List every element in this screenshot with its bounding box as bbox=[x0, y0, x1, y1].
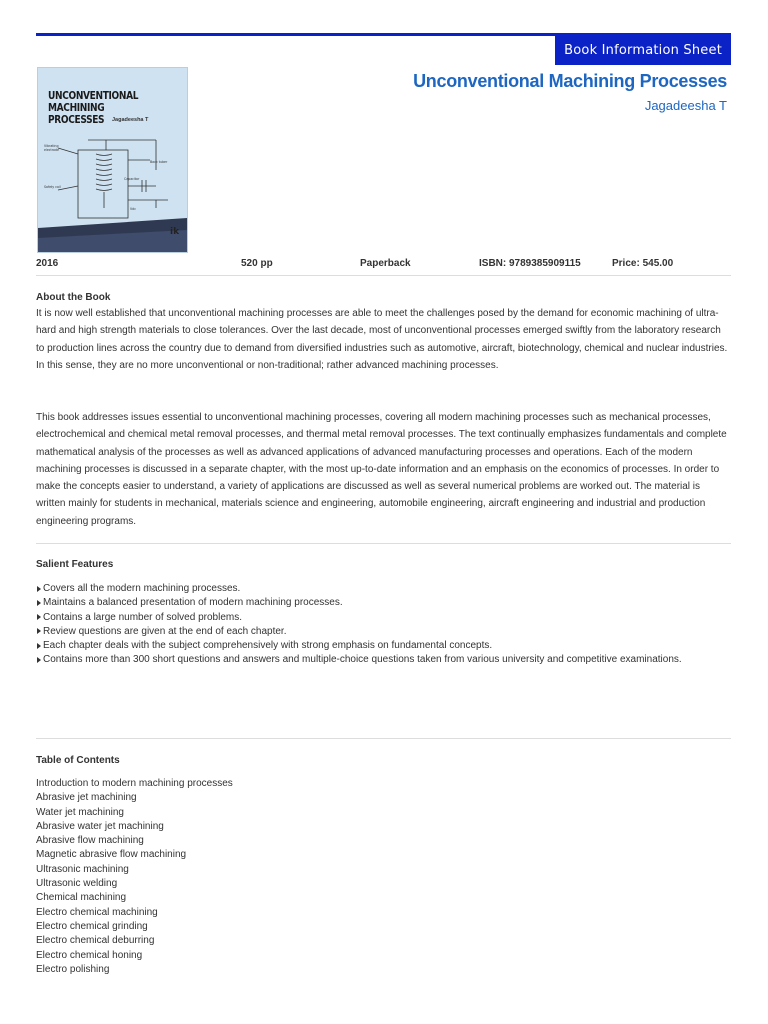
toc-item: Abrasive flow machining bbox=[36, 835, 144, 847]
toc-item: Electro chemical deburring bbox=[36, 935, 155, 947]
page-count: 520 pp bbox=[241, 258, 273, 269]
toc-item: Magnetic abrasive flow machining bbox=[36, 849, 187, 861]
features-heading: Salient Features bbox=[36, 559, 114, 570]
svg-text:Vdc: Vdc bbox=[130, 207, 136, 211]
book-author: Jagadeesha T bbox=[644, 98, 727, 113]
toc-item: Chemical machining bbox=[36, 892, 127, 904]
cover-title: UNCONVENTIONAL MACHINING PROCESSES bbox=[48, 90, 139, 126]
about-heading: About the Book bbox=[36, 292, 111, 303]
svg-text:Capacitor: Capacitor bbox=[124, 177, 140, 181]
toc-item: Electro chemical honing bbox=[36, 949, 143, 961]
bullet-arrow-icon bbox=[37, 614, 41, 620]
section-divider bbox=[36, 543, 731, 544]
price: Price: 545.00 bbox=[612, 258, 674, 269]
list-item: Each chapter deals with the subject comprehensively with strong emphasis on fundamental concepts. bbox=[36, 639, 731, 653]
svg-text:Back tuber: Back tuber bbox=[150, 160, 168, 164]
bullet-arrow-icon bbox=[37, 657, 41, 663]
svg-text:Safety coil: Safety coil bbox=[44, 185, 61, 189]
list-item: Maintains a balanced presentation of modern machining processes. bbox=[36, 596, 731, 610]
bullet-arrow-icon bbox=[37, 643, 41, 649]
list-item: Review questions are given at the end of each chapter. bbox=[36, 625, 731, 639]
book-title: Unconventional Machining Processes bbox=[413, 71, 727, 91]
toc-item: Water jet machining bbox=[36, 806, 124, 818]
toc-item: Electro chemical grinding bbox=[36, 920, 148, 932]
toc-heading: Table of Contents bbox=[36, 755, 120, 766]
svg-text:electrode: electrode bbox=[44, 148, 59, 152]
book-meta-row bbox=[36, 257, 731, 276]
svg-text:Vibrating: Vibrating bbox=[44, 144, 59, 148]
toc-item: Introduction to modern machining processes bbox=[36, 778, 233, 789]
bullet-arrow-icon bbox=[37, 600, 41, 606]
toc-item: Abrasive jet machining bbox=[36, 792, 137, 804]
toc-item: Electro polishing bbox=[36, 963, 110, 975]
table-of-contents bbox=[36, 777, 233, 977]
isbn: ISBN: 9789385909115 bbox=[479, 258, 581, 269]
list-item: Covers all the modern machining processes. bbox=[36, 582, 731, 596]
toc-item: Ultrasonic machining bbox=[36, 863, 129, 875]
toc-item: Electro chemical machining bbox=[36, 906, 158, 918]
book-cover-image bbox=[37, 67, 188, 253]
toc-item: Ultrasonic welding bbox=[36, 878, 118, 890]
about-paragraph-2: This book addresses issues essential to unconventional machining processes, covering all modern machining processes such as mechanical processes, electrochemical and chemical metal removal processes, and thermal metal removal processes. The text continually emphasizes fundamentals and complete mathematical analysis of the processes as well as advanced applications of advanced manufacturing processes and operations. Each of the modern machining processes is discussed in a separate chapter, with the most up-to-date information and an emphasis on the economics of processes. In order to make the concepts easier to understand, a variety of applications are discussed as well as several numerical problems are worked out. The material is written mainly for students in mechanical, materials science and engineering, automobile engineering, aircraft engineering and industrial and production engineering programs. bbox=[36, 412, 727, 527]
section-divider bbox=[36, 738, 731, 739]
bullet-arrow-icon bbox=[37, 586, 41, 592]
publication-year: 2016 bbox=[36, 258, 59, 269]
toc-item: Abrasive water jet machining bbox=[36, 820, 164, 832]
svg-text:ik: ik bbox=[170, 227, 180, 237]
book-information-sheet-badge: Book Information Sheet bbox=[555, 36, 731, 65]
binding-type: Paperback bbox=[360, 258, 411, 269]
list-item: Contains more than 300 short questions and answers and multiple-choice questions taken from various university and competitive examinations. bbox=[36, 653, 731, 667]
features-list bbox=[36, 582, 731, 668]
about-paragraph-1: It is now well established that unconventional machining processes are able to meet the challenges posed by the demand for economic machining of ultra-hard and high strength materials to close tolerances. Over the last decade, most of unconventional processes emerged swiftly from the laboratory research to production lines across the country due to demand from diversified industries such as automotive, aircraft, biotechnology, chemical and nuclear industries. In this sense, they are no more unconventional or non-traditional; rather advanced machining processes. bbox=[36, 308, 728, 371]
list-item: Contains a large number of solved problems. bbox=[36, 611, 731, 625]
bullet-arrow-icon bbox=[37, 628, 41, 634]
cover-author: Jagadeesha T bbox=[112, 117, 149, 123]
